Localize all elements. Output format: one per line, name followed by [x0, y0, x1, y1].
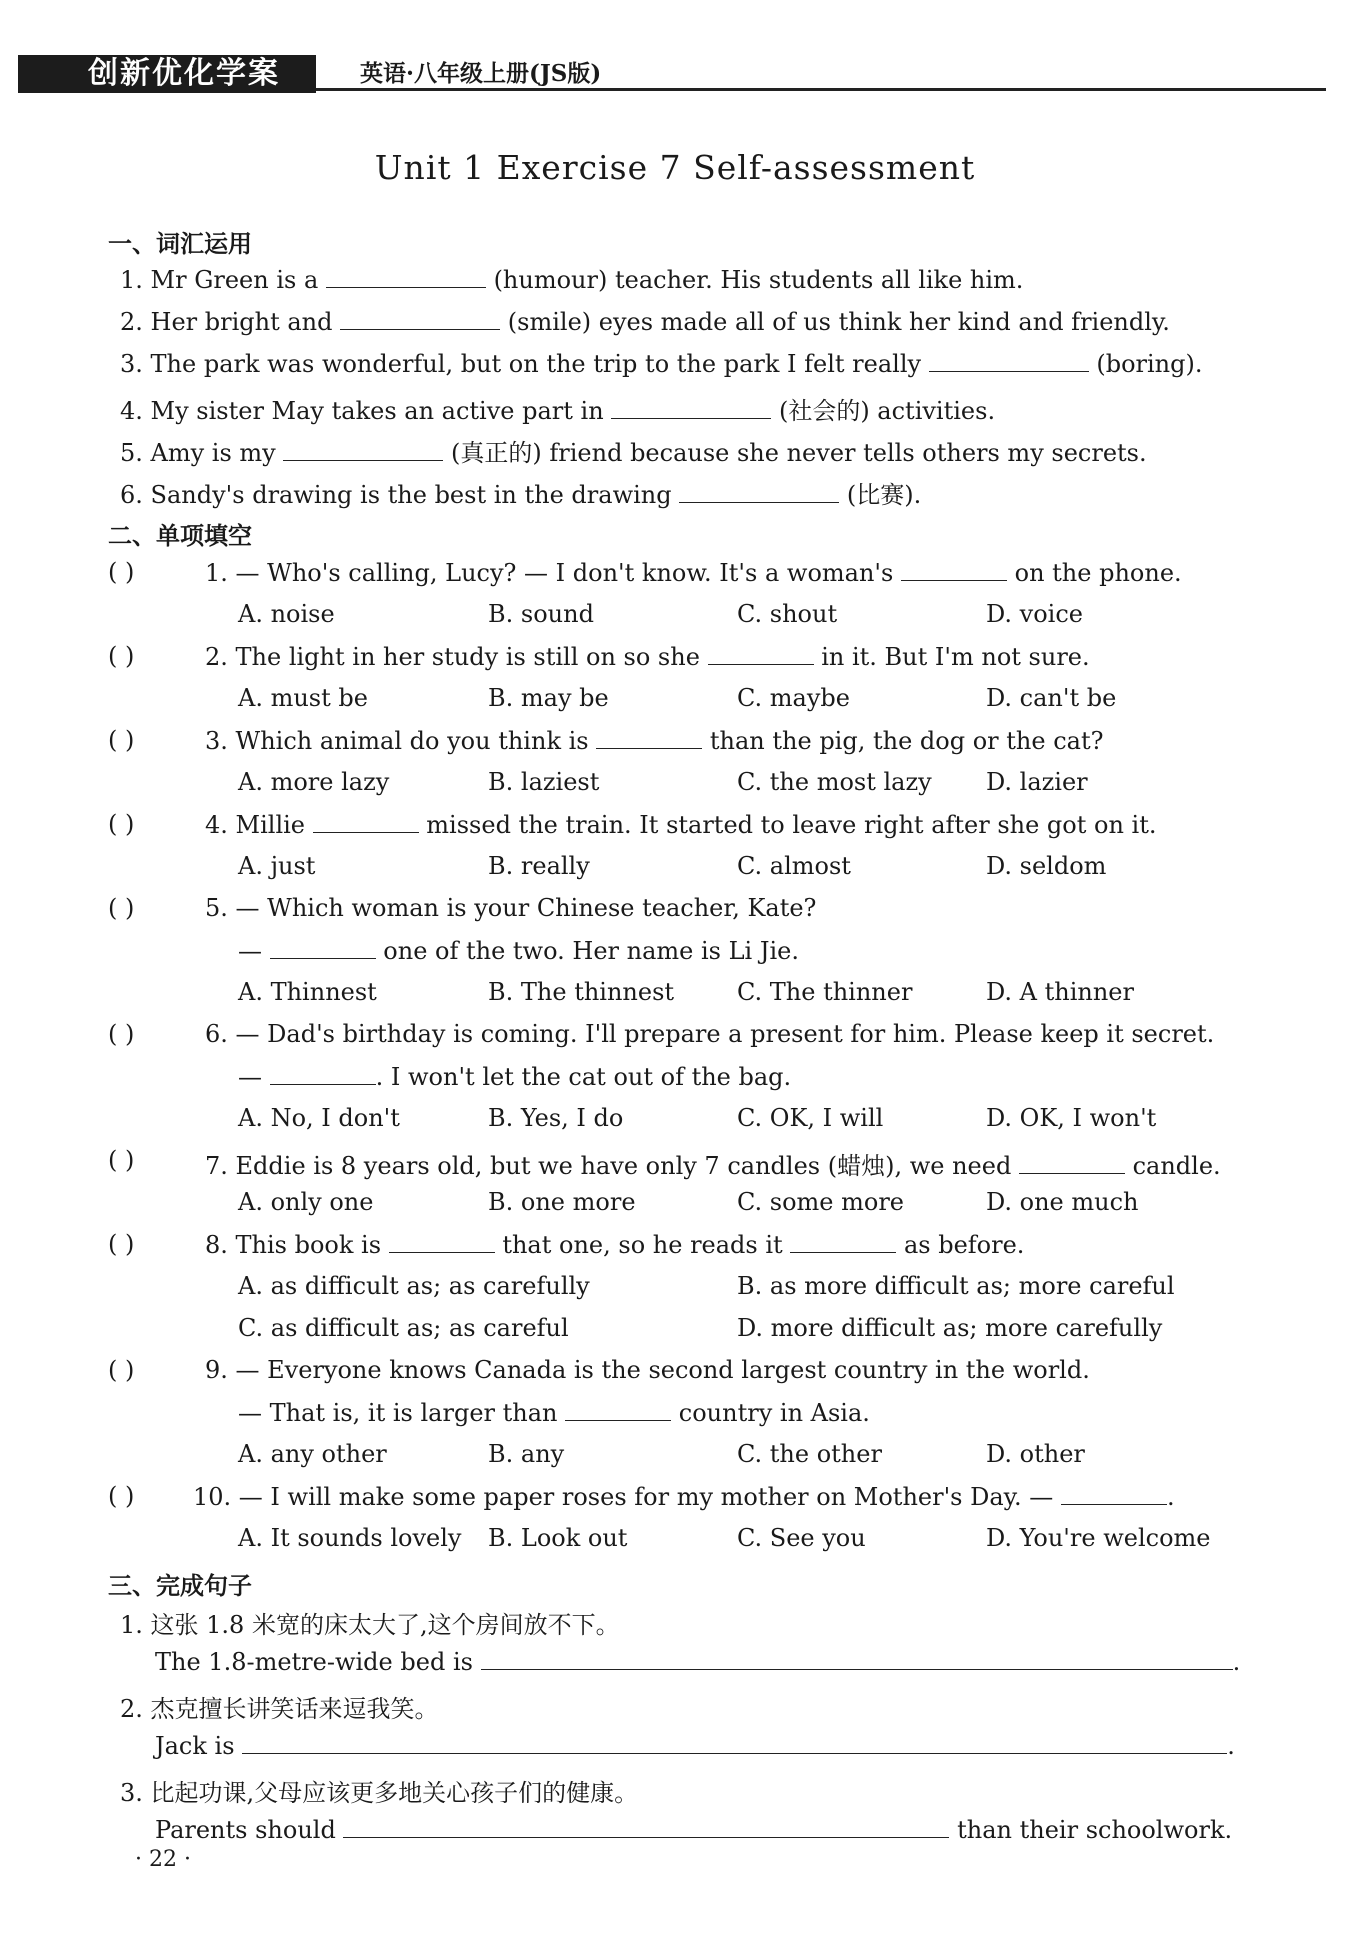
chinese-prompt: 2. 杰克擅长讲笑话来逗我笑。 [120, 1695, 439, 1723]
chinese-prompt: 1. 这张 1.8 米宽的床太大了,这个房间放不下。 [120, 1611, 620, 1639]
answer-paren: ( ) [108, 1230, 135, 1258]
option-a: A. just [238, 852, 316, 880]
option-b: B. laziest [488, 768, 600, 796]
option-a: A. only one [238, 1188, 374, 1216]
option-d: D. other [986, 1440, 1085, 1468]
vocab-item: 6. Sandy's drawing is the best in the drawing (比赛). [120, 481, 922, 509]
section-heading-multiple-choice: 二、单项填空 [108, 522, 252, 550]
option-c: C. The thinner [737, 978, 913, 1006]
option-c: C. the most lazy [737, 768, 932, 796]
question-9-reply: — That is, it is larger than country in Asia. [238, 1399, 870, 1427]
option-c: C. See you [737, 1524, 866, 1552]
option-c: C. some more [737, 1188, 905, 1216]
translation-line: The 1.8-metre-wide bed is . [155, 1648, 1241, 1676]
option-c: C. almost [737, 852, 851, 880]
chinese-prompt: 3. 比起功课,父母应该更多地关心孩子们的健康。 [120, 1779, 639, 1807]
question-7: 7. Eddie is 8 years old, but we have only 7 candles (蜡烛), we need candle. [205, 1152, 1221, 1180]
option-d: D. voice [986, 600, 1083, 628]
option-d: D. You're welcome [986, 1524, 1211, 1552]
vocab-item: 2. Her bright and (smile) eyes made all of us think her kind and friendly. [120, 308, 1170, 336]
question-3: 3. Which animal do you think is than the pig, the dog or the cat? [205, 727, 1104, 755]
book-title: 英语·八年级上册(JS版) [360, 60, 602, 87]
question-4: 4. Millie missed the train. It started to leave right after she got on it. [205, 811, 1157, 839]
vocab-item: 4. My sister May takes an active part in (社会的) activities. [120, 397, 996, 425]
answer-paren: ( ) [108, 894, 135, 922]
option-b: B. really [488, 852, 590, 880]
option-c: C. maybe [737, 684, 850, 712]
question-6-reply: — . I won't let the cat out of the bag. [238, 1063, 792, 1091]
option-d: D. seldom [986, 852, 1107, 880]
translation-line: Jack is . [155, 1732, 1235, 1760]
answer-paren: ( ) [108, 642, 135, 670]
option-d: D. can't be [986, 684, 1117, 712]
question-8: 8. This book is that one, so he reads it as before. [205, 1231, 1025, 1259]
option-c: C. the other [737, 1440, 882, 1468]
question-6: 6. — Dad's birthday is coming. I'll prepare a present for him. Please keep it secret. [205, 1020, 1215, 1048]
option-a: A. noise [238, 600, 335, 628]
question-5: 5. — Which woman is your Chinese teacher, Kate? [205, 894, 817, 922]
page-number: · 22 · [135, 1847, 191, 1872]
answer-paren: ( ) [108, 726, 135, 754]
option-a: A. No, I don't [238, 1104, 400, 1132]
option-d: D. OK, I won't [986, 1104, 1157, 1132]
question-9: 9. — Everyone knows Canada is the second largest country in the world. [205, 1356, 1090, 1384]
question-1: 1. — Who's calling, Lucy? — I don't know. It's a woman's on the phone. [205, 559, 1182, 587]
option-b: B. The thinnest [488, 978, 675, 1006]
section-heading-vocabulary: 一、词汇运用 [108, 230, 252, 258]
answer-paren: ( ) [108, 558, 135, 586]
option-a: A. Thinnest [238, 978, 377, 1006]
option-b: B. any [488, 1440, 565, 1468]
option-c: C. as difficult as; as careful [238, 1314, 569, 1342]
option-d: D. more difficult as; more carefully [737, 1314, 1163, 1342]
question-5-reply: — one of the two. Her name is Li Jie. [238, 937, 799, 965]
answer-paren: ( ) [108, 1020, 135, 1048]
option-b: B. may be [488, 684, 609, 712]
option-d: D. A thinner [986, 978, 1134, 1006]
translation-line: Parents should than their schoolwork. [155, 1816, 1233, 1844]
option-a: A. It sounds lovely [238, 1524, 462, 1552]
question-10: 10. — I will make some paper roses for my mother on Mother's Day. — . [193, 1483, 1175, 1511]
option-a: A. any other [238, 1440, 387, 1468]
option-b: B. Yes, I do [488, 1104, 624, 1132]
option-a: A. must be [238, 684, 368, 712]
option-c: C. shout [737, 600, 838, 628]
brand-logo: 创新优化学案 [18, 55, 316, 93]
answer-paren: ( ) [108, 1146, 135, 1174]
vocab-item: 5. Amy is my (真正的) friend because she never tells others my secrets. [120, 439, 1147, 467]
vocab-item: 1. Mr Green is a (humour) teacher. His students all like him. [120, 266, 1024, 294]
answer-paren: ( ) [108, 1482, 135, 1510]
option-a: A. more lazy [238, 768, 390, 796]
answer-paren: ( ) [108, 810, 135, 838]
option-b: B. one more [488, 1188, 636, 1216]
page-header [0, 0, 1350, 130]
option-b: B. Look out [488, 1524, 628, 1552]
section-heading-sentence-completion: 三、完成句子 [108, 1572, 252, 1600]
option-d: D. one much [986, 1188, 1139, 1216]
option-b: B. sound [488, 600, 594, 628]
option-c: C. OK, I will [737, 1104, 884, 1132]
page-title: Unit 1 Exercise 7 Self-assessment [374, 148, 976, 187]
option-a: A. as difficult as; as carefully [238, 1272, 590, 1300]
question-2: 2. The light in her study is still on so she in it. But I'm not sure. [205, 643, 1090, 671]
vocab-item: 3. The park was wonderful, but on the trip to the park I felt really (boring). [120, 350, 1203, 378]
option-d: D. lazier [986, 768, 1088, 796]
header-rule [316, 88, 1326, 91]
answer-paren: ( ) [108, 1356, 135, 1384]
option-b: B. as more difficult as; more careful [737, 1272, 1175, 1300]
